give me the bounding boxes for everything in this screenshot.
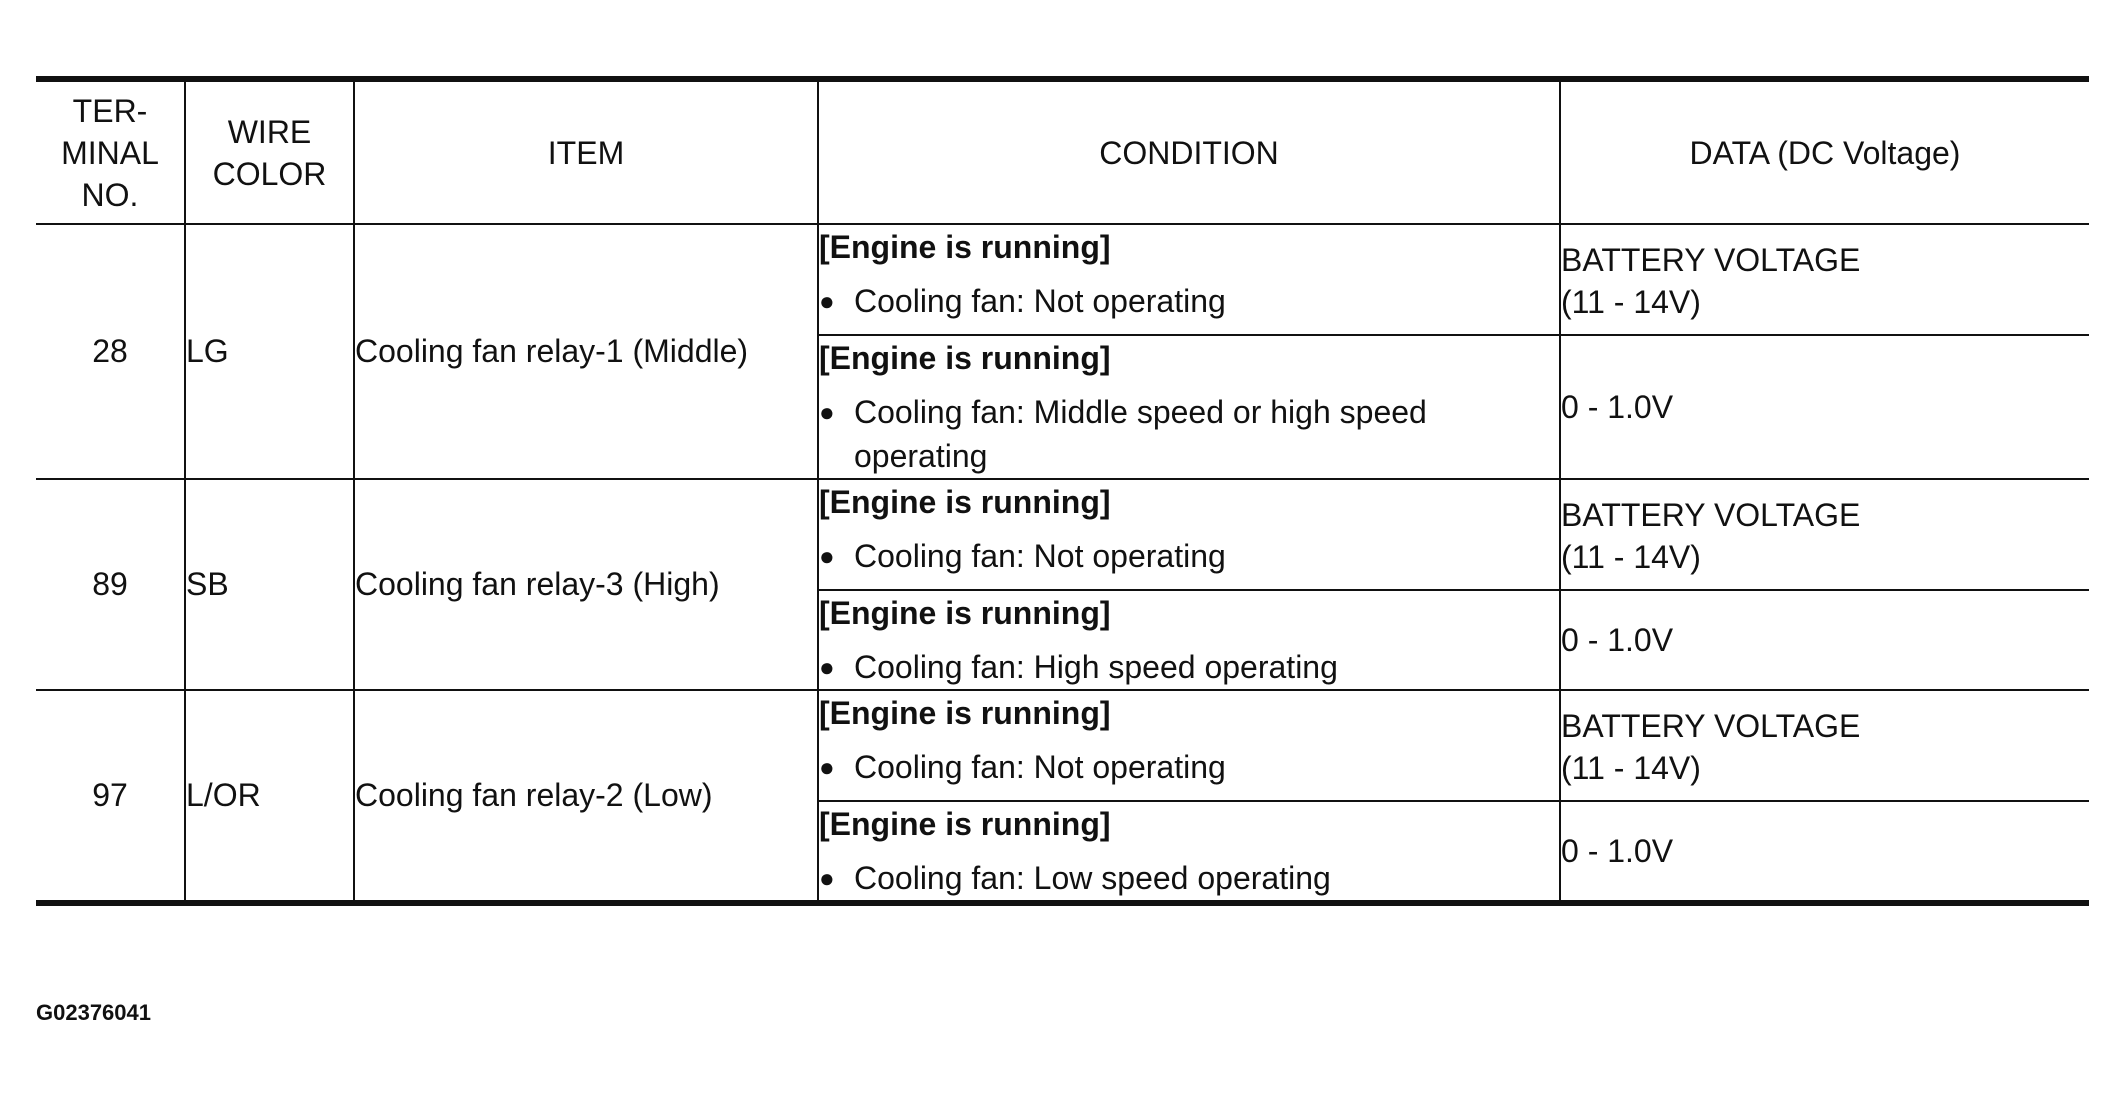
data-value: 0 - 1.0V <box>1561 389 1674 425</box>
bullet-icon: ● <box>819 863 835 893</box>
wire-color-cell: LG <box>185 224 354 479</box>
condition-bullet-line <box>819 534 1559 578</box>
header-wire-color: WIRE COLOR <box>185 79 354 224</box>
data-range: (11 - 14V) <box>1561 284 1701 320</box>
table-row <box>36 224 2089 335</box>
header-condition: CONDITION <box>818 79 1560 224</box>
bullet-icon: ● <box>819 286 835 316</box>
condition-cell <box>818 224 1560 335</box>
data-cell <box>1560 590 2089 690</box>
item-cell: Cooling fan relay-2 (Low) <box>354 690 818 903</box>
data-value: BATTERY VOLTAGE <box>1561 708 1861 744</box>
condition-bullet-line <box>819 745 1559 789</box>
condition-bullet-line <box>819 390 1559 478</box>
condition-heading: [Engine is running] <box>819 484 1111 520</box>
condition-cell <box>818 590 1560 690</box>
condition-cell <box>818 335 1560 479</box>
condition-heading: [Engine is running] <box>819 340 1111 376</box>
data-value: BATTERY VOLTAGE <box>1561 497 1861 533</box>
condition-cell <box>818 479 1560 590</box>
condition-bullet-line <box>819 279 1559 323</box>
condition-cell <box>818 690 1560 801</box>
condition-bullet-line <box>819 645 1559 689</box>
data-value: 0 - 1.0V <box>1561 622 1674 658</box>
header-row <box>36 79 2089 224</box>
header-data: DATA (DC Voltage) <box>1560 79 2089 224</box>
condition-text: Cooling fan: Not operating <box>854 283 1226 319</box>
table-row <box>36 479 2089 590</box>
wire-color-cell: SB <box>185 479 354 690</box>
data-cell <box>1560 690 2089 801</box>
data-cell <box>1560 479 2089 590</box>
data-cell <box>1560 224 2089 335</box>
bullet-icon: ● <box>819 652 835 682</box>
table-row <box>36 690 2089 801</box>
header-terminal-no: TER- MINAL NO. <box>36 79 185 224</box>
bullet-icon: ● <box>819 752 835 782</box>
condition-bullet-line <box>819 856 1559 900</box>
data-value: 0 - 1.0V <box>1561 833 1674 869</box>
figure-id: G02376041 <box>36 1000 151 1025</box>
data-cell <box>1560 801 2089 903</box>
ecm-terminal-table-container <box>36 76 2089 906</box>
terminal-no-cell: 97 <box>36 690 185 903</box>
data-value: BATTERY VOLTAGE <box>1561 242 1861 278</box>
terminal-no-cell: 28 <box>36 224 185 479</box>
condition-heading: [Engine is running] <box>819 695 1111 731</box>
bullet-icon: ● <box>819 397 835 427</box>
item-cell: Cooling fan relay-1 (Middle) <box>354 224 818 479</box>
condition-heading: [Engine is running] <box>819 229 1111 265</box>
condition-text: Cooling fan: Not operating <box>854 749 1226 785</box>
condition-cell <box>818 801 1560 903</box>
bullet-icon: ● <box>819 541 835 571</box>
condition-text: Cooling fan: Middle speed or high speed operating <box>854 394 1427 474</box>
condition-heading: [Engine is running] <box>819 595 1111 631</box>
condition-text: Cooling fan: High speed operating <box>854 649 1338 685</box>
header-item: ITEM <box>354 79 818 224</box>
data-range: (11 - 14V) <box>1561 750 1701 786</box>
data-cell <box>1560 335 2089 479</box>
condition-heading: [Engine is running] <box>819 806 1111 842</box>
item-cell: Cooling fan relay-3 (High) <box>354 479 818 690</box>
condition-text: Cooling fan: Low speed operating <box>854 860 1331 896</box>
ecm-terminal-table <box>36 76 2089 906</box>
condition-text: Cooling fan: Not operating <box>854 538 1226 574</box>
data-range: (11 - 14V) <box>1561 539 1701 575</box>
wire-color-cell: L/OR <box>185 690 354 903</box>
terminal-no-cell: 89 <box>36 479 185 690</box>
